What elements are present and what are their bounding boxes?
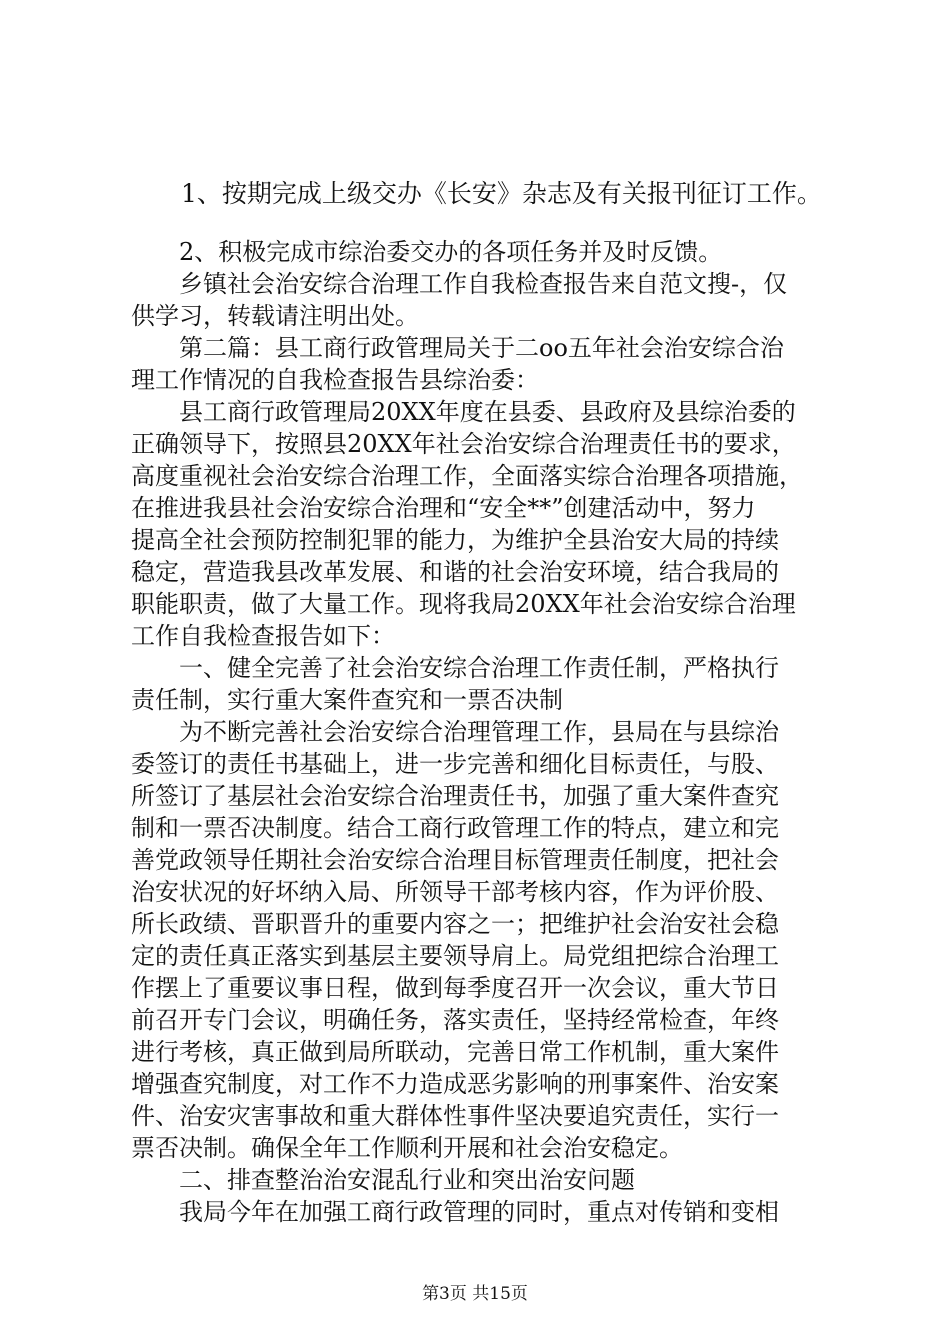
text-line: 作摆上了重要议事日程，做到每季度召开一次会议，重大节日 (131, 974, 779, 1002)
text-line: 所长政绩、晋职晋升的重要内容之一；把维护社会治安社会稳 (131, 910, 779, 938)
text-line: 正确领导下，按照县20XX年社会治安综合治理责任书的要求， (131, 430, 796, 458)
text-line: 理工作情况的自我检查报告县综治委： (131, 366, 539, 394)
text-line: 工作自我检查报告如下： (131, 622, 395, 650)
text-line: 票否决制。确保全年工作顺利开展和社会治安稳定。 (131, 1134, 683, 1162)
text-line: 为不断完善社会治安综合治理管理工作，县局在与县综治 (131, 718, 779, 746)
text-line: 1、按期完成上级交办《长安》杂志及有关报刊征订工作。 (131, 179, 822, 208)
text-line: 责任制，实行重大案件查究和一票否决制 (131, 686, 563, 714)
text-line: 进行考核，真正做到局所联动，完善日常工作机制，重大案件 (131, 1038, 779, 1066)
text-line: 高度重视社会治安综合治理工作，全面落实综合治理各项措施， (131, 462, 803, 490)
text-line: 我局今年在加强工商行政管理的同时，重点对传销和变相 (131, 1198, 779, 1226)
text-line: 一、健全完善了社会治安综合治理工作责任制，严格执行 (131, 654, 779, 682)
text-line: 职能职责，做了大量工作。现将我局20XX年社会治安综合治理 (131, 590, 796, 618)
text-line: 县工商行政管理局20XX年度在县委、县政府及县综治委的 (131, 398, 796, 426)
text-line: 件、治安灾害事故和重大群体性事件坚决要追究责任，实行一 (131, 1102, 779, 1130)
text-line: 稳定，营造我县改革发展、和谐的社会治安环境，结合我局的 (131, 558, 779, 586)
text-line: 善党政领导任期社会治安综合治理目标管理责任制度，把社会 (131, 846, 779, 874)
text-line: 制和一票否决制度。结合工商行政管理工作的特点，建立和完 (131, 814, 779, 842)
text-line: 增强查究制度，对工作不力造成恶劣影响的刑事案件、治安案 (131, 1070, 779, 1098)
text-line: 所签订了基层社会治安综合治理责任书，加强了重大案件查究 (131, 782, 779, 810)
text-line: 委签订的责任书基础上，进一步完善和细化目标责任，与股、 (131, 750, 779, 778)
text-line: 供学习，转载请注明出处。 (131, 302, 419, 330)
text-line: 治安状况的好坏纳入局、所领导干部考核内容，作为评价股、 (131, 878, 779, 906)
text-line: 乡镇社会治安综合治理工作自我检查报告来自范文搜-，仅 (131, 270, 788, 298)
text-line: 第二篇：县工商行政管理局关于二oo五年社会治安综合治 (131, 334, 784, 362)
text-line: 提高全社会预防控制犯罪的能力，为维护全县治安大局的持续 (131, 526, 779, 554)
text-line: 二、排查整治治安混乱行业和突出治安问题 (131, 1166, 635, 1194)
text-line: 在推进我县社会治安综合治理和“安全**”创建活动中，努力 (131, 494, 756, 522)
text-line: 前召开专门会议，明确任务，落实责任，坚持经常检查，年终 (131, 1006, 779, 1034)
page-number: 第3页 共15页 (422, 1284, 528, 1304)
text-line: 定的责任真正落实到基层主要领导肩上。局党组把综合治理工 (131, 942, 779, 970)
text-line: 2、积极完成市综治委交办的各项任务并及时反馈。 (131, 238, 723, 266)
